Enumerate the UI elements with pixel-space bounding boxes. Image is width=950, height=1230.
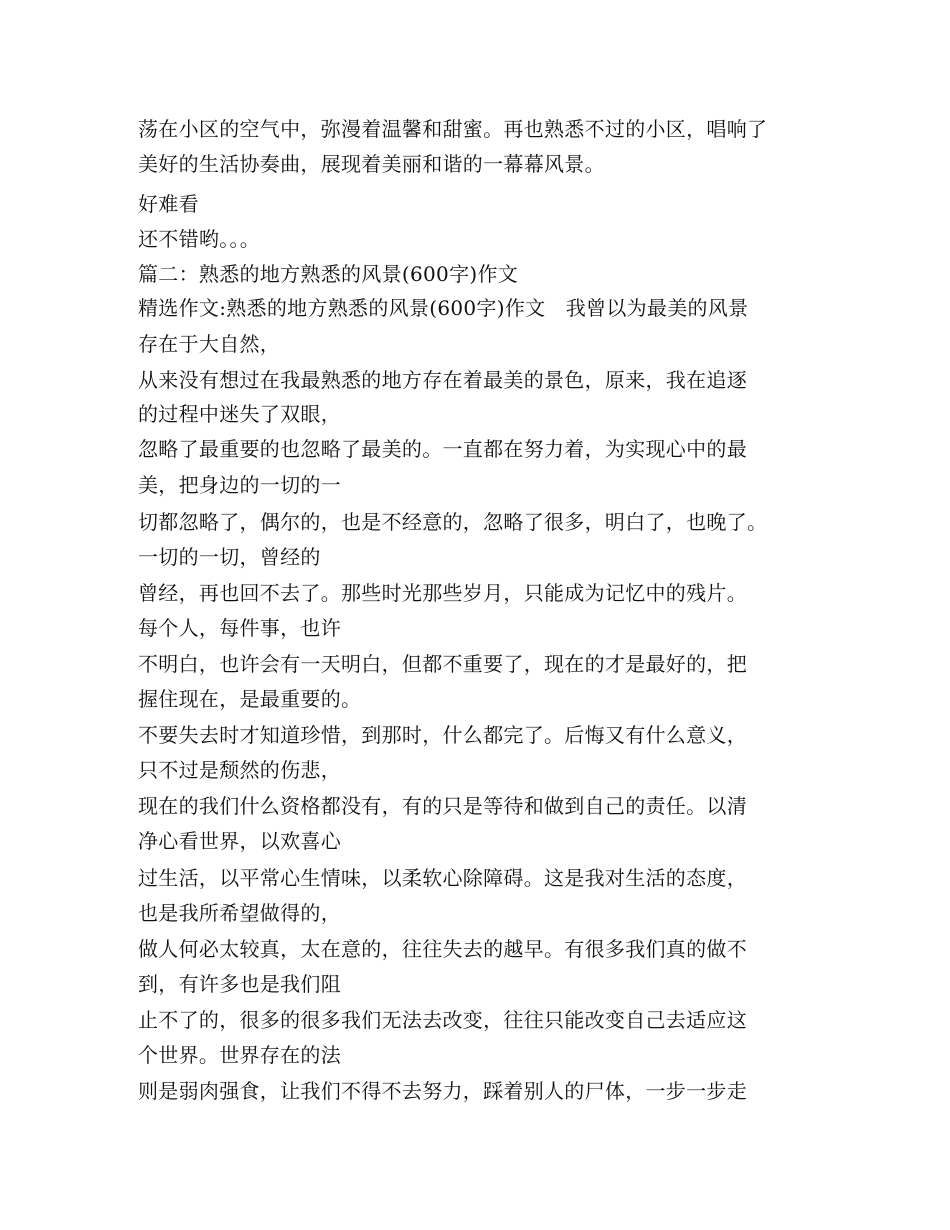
text-line: 美好的生活协奏曲，展现着美丽和谐的一幕幕风景。 — [138, 152, 605, 176]
text-line: 过生活，以平常心生情味，以柔软心除障碍。这是我对生活的态度， — [138, 866, 747, 890]
text-line: 存在于大自然， — [138, 332, 281, 356]
text-line: 握住现在，是最重要的。 — [138, 687, 362, 711]
text-line: 还不错哟。。。 — [138, 227, 261, 251]
text-line: 也是我所希望做得的， — [138, 901, 341, 925]
text-line: 每个人，每件事，也许 — [138, 616, 341, 640]
text-line: 荡在小区的空气中，弥漫着温馨和甜蜜。再也熟悉不过的小区，唱响了 — [138, 117, 768, 141]
text-line: 美，把身边的一切的一 — [138, 473, 341, 497]
text-line: 只不过是颓然的伤悲， — [138, 758, 341, 782]
text-line: 到，有许多也是我们阻 — [138, 972, 341, 996]
text-line: 则是弱肉强食，让我们不得不去努力，踩着别人的尸体，一步一步走 — [138, 1079, 747, 1103]
text-line: 精选作文:熟悉的地方熟悉的风景(600字)作文 我曾以为最美的风景 — [138, 296, 749, 320]
text-line: 切都忽略了，偶尔的，也是不经意的，忽略了很多，明白了，也晚了。 — [138, 510, 768, 534]
text-line: 忽略了最重要的也忽略了最美的。一直都在努力着，为实现心中的最 — [138, 437, 747, 461]
text-line: 个世界。世界存在的法 — [138, 1043, 341, 1067]
text-line: 不明白，也许会有一天明白，但都不重要了，现在的才是最好的，把 — [138, 652, 747, 676]
text-line: 曾经，再也回不去了。那些时光那些岁月，只能成为记忆中的残片。 — [138, 581, 747, 605]
text-line: 不要失去时才知道珍惜，到那时，什么都完了。后悔又有什么意义， — [138, 723, 747, 747]
text-line: 止不了的，很多的很多我们无法去改变，往往只能改变自己去适应这 — [138, 1008, 747, 1032]
section-heading: 篇二：熟悉的地方熟悉的风景(600字)作文 — [138, 262, 519, 286]
text-line: 做人何必太较真，太在意的，往往失去的越早。有很多我们真的做不 — [138, 937, 747, 961]
text-line: 从来没有想过在我最熟悉的地方存在着最美的景色，原来，我在追逐 — [138, 368, 747, 392]
text-line: 一切的一切，曾经的 — [138, 545, 321, 569]
text-line: 净心看世界，以欢喜心 — [138, 829, 341, 853]
text-line: 好难看 — [138, 192, 199, 216]
text-line: 的过程中迷失了双眼， — [138, 402, 341, 426]
text-line: 现在的我们什么资格都没有，有的只是等待和做到自己的责任。以清 — [138, 794, 747, 818]
